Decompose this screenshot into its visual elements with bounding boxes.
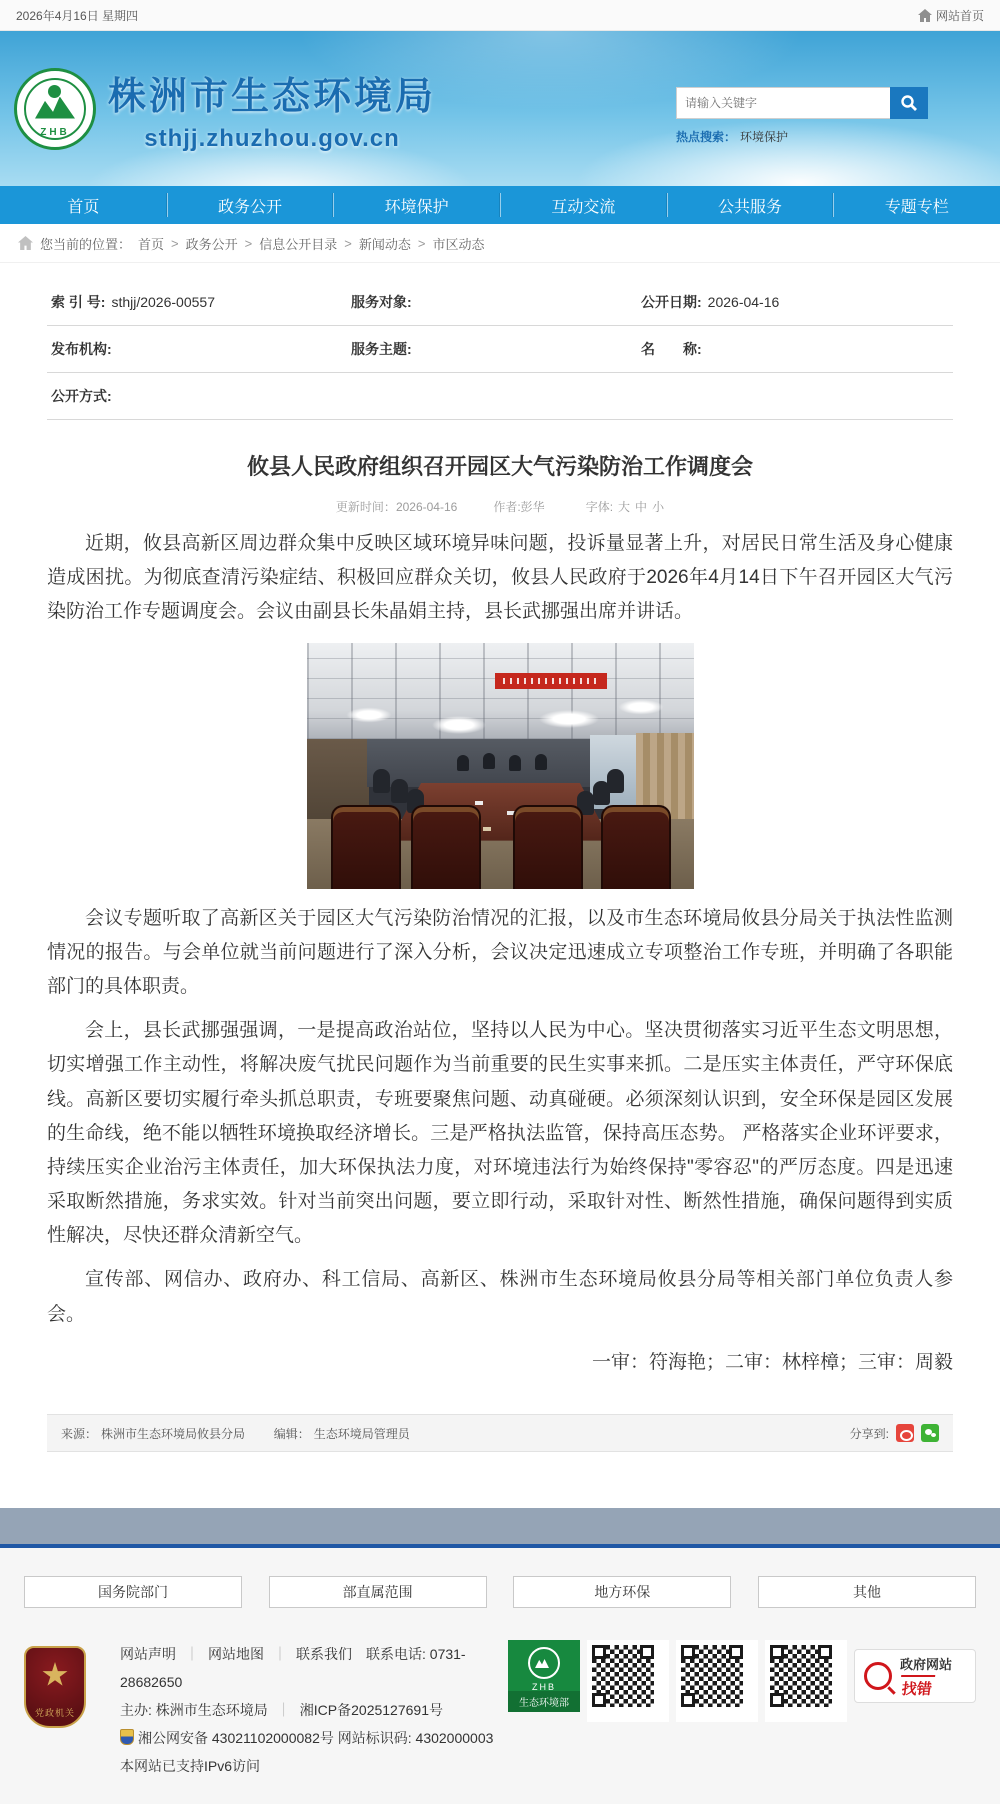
nav-item-special-topics[interactable]: 专题专栏 [833,186,1000,224]
gov-site-error-report[interactable] [854,1649,976,1703]
photo-attendee [593,781,610,805]
site-map-link[interactable]: 网站地图 [208,1646,264,1662]
find-error-line1: 政府网站 [900,1656,953,1672]
font-size-medium[interactable]: 中 [635,500,648,514]
author: 作者:彭华 [493,500,545,514]
breadcrumb-item-news[interactable]: 新闻动态 [358,236,411,252]
site-banner [0,31,1000,186]
footer-links-row [120,1640,508,1696]
source-label: 来源： [61,1426,98,1441]
publish-date-label: 公开日期: [641,294,702,310]
meta-row [47,373,953,420]
qr-code [587,1640,669,1722]
search-input[interactable] [676,87,890,119]
footer-ipv6-row [120,1752,508,1780]
photo-chair [601,805,671,889]
logo-sun-shape [48,85,61,98]
share-widget [850,1424,939,1442]
source-info [61,1425,414,1442]
publish-date-value: 2026-04-16 [707,294,780,310]
qr-code [765,1640,847,1722]
party-gov-badge [24,1646,86,1728]
article-meta [47,498,953,515]
home-icon [918,9,932,22]
breadcrumb-item-gov-affairs[interactable]: 政务公开 [185,236,238,252]
hot-search-label: 热点搜索： [676,130,737,144]
site-home-label: 网站首页 [935,8,984,23]
security-record-link[interactable]: 湘公网安备 43021102000082号 [138,1730,334,1746]
nav-item-public-service[interactable]: 公共服务 [667,186,834,224]
breadcrumb-separator: > [171,235,179,251]
badge-label: 党政机关 [34,1708,75,1718]
search-icon [900,94,918,112]
nav-item-interaction[interactable]: 互动交流 [500,186,667,224]
nav-item-home[interactable]: 首页 [67,198,100,216]
search-button[interactable] [890,87,928,119]
issuing-agency-label: 发布机构: [51,341,112,357]
breadcrumb-separator: > [244,235,253,251]
source-value: 株洲市生态环境局攸县分局 [101,1426,246,1441]
footer-separator: ｜ [185,1646,199,1662]
article-paragraph: 会上，县长武挪强强调，一是提高政治站位，坚持以人民为中心。坚决贯彻落实习近平生态文明思想，切实增强工作主动性，将解决废气扰民问题作为当前重要的民生实事来抓。二是压实主体责任，严守环保底线。高新区要切实履行牵头抓总职责，专班要聚焦问题、动真碰硬。必须深刻认识到，安全环保是园区发展的生命线，绝不能以牺牲环境换取经济增长。三是严格执法监管，保持高压态势。 严格落实企业环评要求，持续压实企业治污主体责任，加大环保执法力度，对环境违法行为始终保持"零容忍"的严厉态度。四是迅速采取断然措施，务求实效。针对当前突出问题，要立即行动，采取针对性、断然性措施，确保问题得到实质性解决，尽快还群众清新空气。 [47,1020,953,1247]
footer-separator: ｜ [276,1702,291,1718]
service-theme-label: 服务主题: [351,341,412,357]
disclosure-method-label: 公开方式: [51,388,112,404]
article-title: 攸县人民政府组织召开园区大气污染防治工作调度会 [246,454,753,479]
mee-emblem-icon [528,1647,560,1679]
info-meta-table [47,279,953,420]
audit-line: 一审：符海艳；二审：林梓樟；三审：周毅 [591,1351,953,1373]
meta-row [47,279,953,326]
badge-star-icon [42,1662,68,1688]
photo-attendee [509,755,521,771]
host-label: 主办: [120,1702,152,1718]
error-magnifier-icon [864,1662,892,1690]
link-group-state-council[interactable]: 国务院部门 [24,1576,242,1608]
footer-main [24,1640,976,1780]
font-size-label: 字体: [585,500,614,514]
link-group-other[interactable]: 其他 [758,1576,976,1608]
ipv6-note: 本网站已支持IPv6访问 [120,1758,261,1774]
photo-attendee [457,755,469,771]
weibo-share-icon[interactable] [896,1424,914,1442]
breadcrumb-home-icon [18,236,33,250]
site-name: 株洲市生态环境局 [108,75,437,118]
article-page [47,263,953,1452]
article-paragraph: 会议专题听取了高新区关于园区大气污染防治情况的汇报，以及市生态环境局攸县分局关于执法性监测情况的报告。与会单位就当前问题进行了深入分析，会议决定迅速成立专项整治工作专班，并明确了各职能部门的具体职责。 [47,907,953,997]
host-name: 株洲市生态环境局 [155,1702,268,1718]
site-home-link[interactable] [918,7,984,24]
photo-attendee [535,754,547,770]
editor-label: 编辑： [273,1426,310,1441]
article-paragraph: 宣传部、网信办、政府办、科工信局、高新区、株洲市生态环境局攸县分局等相关部门单位负责人参会。 [47,1269,953,1325]
mee-name: 生态环境部 [508,1691,580,1712]
photo-attendee [373,769,390,793]
editor-value: 生态环境局管理员 [313,1426,410,1441]
current-date: 2026年4月16日 星期四 [16,8,139,23]
footer-security-row [120,1724,508,1752]
breadcrumb-separator: > [417,235,426,251]
article-body [47,527,953,1380]
logo-mountains-shape [35,97,75,119]
logo-zhb-text: ZHB [40,126,70,138]
link-group-local-epa[interactable]: 地方环保 [513,1576,731,1608]
bureau-logo [14,68,96,150]
site-url: sthjj.zhuzhou.gov.cn [144,124,400,152]
update-time: 更新时间：2026-04-16 [335,500,458,514]
breadcrumb-label: 您当前的位置： [40,236,132,252]
find-error-line2: 找错 [899,1675,936,1699]
police-badge-icon [120,1729,134,1745]
site-footer [0,1548,1000,1804]
breadcrumb [0,224,1000,263]
footer-info [120,1640,508,1780]
breadcrumb-separator: > [344,235,352,251]
index-number-label: 索 引 号: [51,294,106,310]
contact-us-link[interactable]: 联系我们 [296,1646,352,1662]
site-statement-link[interactable]: 网站声明 [120,1646,176,1662]
mee-zhb-text: ZHB [532,1682,556,1692]
meta-row [47,326,953,373]
footer-host-row [120,1696,508,1724]
nav-item-gov-affairs[interactable]: 政务公开 [167,186,334,224]
site-code-label: 网站标识码: [337,1730,412,1746]
main-nav [0,186,1000,224]
top-bar [0,0,1000,31]
link-group-ministry[interactable]: 部直属范围 [269,1576,487,1608]
search-area [676,87,928,145]
qr-code [676,1640,758,1722]
photo-attendee [483,753,495,769]
phone-number: 0731-28682650 [120,1646,466,1690]
photo-chair [411,805,481,889]
meeting-photo [307,643,694,889]
photo-chair [331,805,401,889]
breadcrumb-item-district-news[interactable]: 市区动态 [432,236,485,252]
photo-papers [475,801,483,805]
photo-chair [513,805,583,889]
wechat-share-icon[interactable] [921,1424,939,1442]
prefooter-band [0,1508,1000,1544]
breadcrumb-item-home[interactable]: 首页 [138,236,165,252]
mee-logo-block[interactable] [508,1640,580,1712]
footer-link-groups [24,1576,976,1608]
hot-search-term[interactable]: 环境保护 [740,130,789,144]
photo-red-banner [495,673,607,689]
site-title-block [108,65,436,153]
photo-attendee [391,779,408,803]
font-size-switcher [581,498,664,515]
service-object-label: 服务对象: [351,294,412,310]
icp-number-link[interactable]: 湘ICP备2025127691号 [299,1702,443,1718]
name-label: 名 称: [641,341,702,357]
photo-ceiling-lights [307,643,694,739]
nav-item-environment[interactable]: 环境保护 [333,186,500,224]
article-paragraph: 近期，攸县高新区周边群众集中反映区域环境异味问题，投诉量显著上升，对居民日常生活及身心健康造成困扰。为彻底查清污染症结、积极回应群众关切，攸县人民政府于2026年4月14日下午召开园区大气污染防治工作专题调度会。会议由副县长朱晶娟主持，县长武挪强出席并讲话。 [47,533,953,623]
breadcrumb-item-info-catalog[interactable]: 信息公开目录 [259,236,338,252]
source-share-bar [47,1414,953,1452]
index-number-value: sthjj/2026-00557 [111,294,215,310]
footer-separator: ｜ [273,1646,287,1662]
site-code-value: 4302000003 [415,1730,494,1746]
footer-media [508,1640,976,1722]
phone-label: 联系电话: [366,1646,426,1662]
font-size-large[interactable]: 大 [618,500,631,514]
font-size-small[interactable]: 小 [652,500,665,514]
share-label: 分享到: [849,1426,889,1441]
